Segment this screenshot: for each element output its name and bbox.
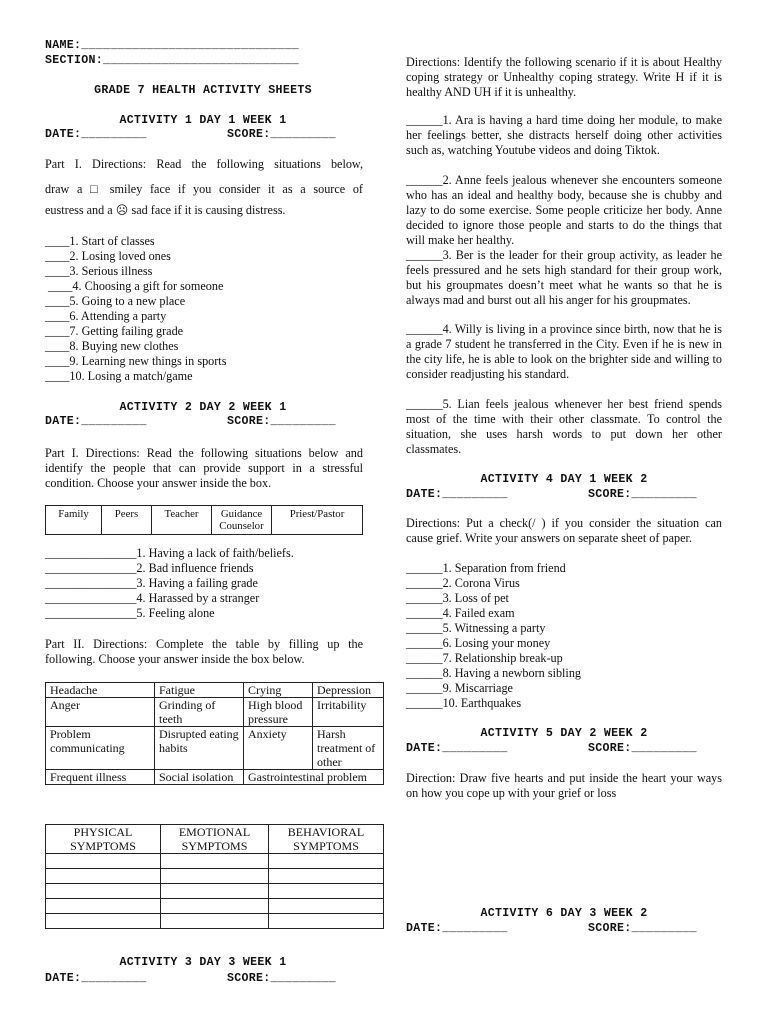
- scenario-item[interactable]: ______4. Willy is living in a province since birth, now that he is a grade 7 student he transferred in the City. Even if he is new in the city life, he is able to look on the brighter side and willing to consider readjusting his standard.: [406, 322, 722, 381]
- symptom-choice: Disrupted eating habits: [155, 727, 244, 770]
- name-field[interactable]: NAME:______________________________: [45, 39, 300, 52]
- answer-cell[interactable]: [161, 884, 269, 899]
- page-title: GRADE 7 HEALTH ACTIVITY SHEETS: [94, 84, 312, 97]
- answer-cell[interactable]: [269, 914, 384, 929]
- activity1-directions-line2: draw a □ smiley face if you consider it as a source of: [45, 182, 363, 196]
- list-item[interactable]: ______4. Failed exam: [406, 606, 515, 620]
- list-item[interactable]: ____10. Losing a match/game: [45, 369, 193, 383]
- activity2-part2-directions: Part II. Directions: Complete the table by filling up the following. Choose your answer inside the box below.: [45, 637, 363, 666]
- answer-cell[interactable]: [269, 854, 384, 869]
- category-header-emotional: EMOTIONAL SYMPTOMS: [161, 825, 269, 854]
- support-option: Peers: [102, 506, 152, 535]
- symptom-choice: Crying: [244, 683, 313, 698]
- scenario-item[interactable]: ______5. Lian feels jealous whenever her best friend spends most of the time with their other classmate. To control the situation, she uses harsh words to put down her other classmates.: [406, 397, 722, 456]
- activity4-score[interactable]: SCORE:_________: [588, 488, 697, 501]
- list-item[interactable]: ____7. Getting failing grade: [45, 324, 184, 338]
- table-row: [46, 899, 384, 914]
- scenario-item[interactable]: ______2. Anne feels jealous whenever she encounters someone who has an ideal and healthy body, because she is chubby and lazy to do some exercise. Some people criticize her body. Anne decided to ignore those people and starts to do the things that will make her healthy.: [406, 173, 722, 247]
- answer-cell[interactable]: [269, 884, 384, 899]
- category-header-physical: PHYSICAL SYMPTOMS: [46, 825, 161, 854]
- scenario-item[interactable]: ______1. Ara is having a hard time doing her module, to make her feelings better, she distracts herself doing other activities such as, watching Youtube videos and doing Tiktok.: [406, 113, 722, 157]
- table-row: [46, 914, 384, 929]
- symptom-choice: Gastrointestinal problem: [244, 770, 384, 785]
- list-item[interactable]: _______________4. Harassed by a stranger: [45, 591, 260, 605]
- symptom-choice: Social isolation: [155, 770, 244, 785]
- list-item[interactable]: _______________1. Having a lack of faith/beliefs.: [45, 546, 294, 560]
- table-row: [46, 884, 384, 899]
- list-item[interactable]: ____5. Going to a new place: [45, 294, 186, 308]
- activity5-heading: ACTIVITY 5 DAY 2 WEEK 2: [480, 727, 648, 740]
- activity1-heading: ACTIVITY 1 DAY 1 WEEK 1: [119, 114, 287, 127]
- answer-cell[interactable]: [46, 914, 161, 929]
- symptom-choices-box: [45, 682, 384, 785]
- activity1-list: [45, 234, 226, 384]
- category-header-behavioral: BEHAVIORAL SYMPTOMS: [269, 825, 384, 854]
- activity4-date[interactable]: DATE:_________: [406, 488, 508, 501]
- scenario-item[interactable]: ______3. Ber is the leader for their group activity, as leader he feels pressured and he sets high standard for their group work, but his groupmates doesn’t meet what he wants so that he is always mad and burst out all his anger for his groupmates.: [406, 248, 722, 307]
- list-item[interactable]: ______10. Earthquakes: [406, 696, 522, 710]
- activity4-directions: Directions: Put a check(/ ) if you consider the situation can cause grief. Write your answers on separate sheet of paper.: [406, 516, 722, 545]
- symptom-choice: Anxiety: [244, 727, 313, 770]
- list-item[interactable]: ______9. Miscarriage: [406, 681, 513, 695]
- activity2-date[interactable]: DATE:_________: [45, 415, 147, 428]
- activity1-directions-line3: eustress and a ☹ sad face if it is causing distress.: [45, 203, 286, 217]
- activity4-heading: ACTIVITY 4 DAY 1 WEEK 2: [480, 473, 648, 486]
- activity3-heading: ACTIVITY 3 DAY 3 WEEK 1: [119, 956, 287, 969]
- list-item[interactable]: ______5. Witnessing a party: [406, 621, 546, 635]
- activity3-directions: Directions: Identify the following scenario if it is about Healthy coping strategy or Unhealthy coping strategy. Write H if it is healthy AND UH if it is unhealthy.: [406, 55, 722, 99]
- symptom-choice: Frequent illness: [46, 770, 155, 785]
- list-item[interactable]: _______________5. Feeling alone: [45, 606, 215, 620]
- list-item[interactable]: ____6. Attending a party: [45, 309, 167, 323]
- activity1-date[interactable]: DATE:_________: [45, 128, 147, 141]
- symptom-choice: Depression: [313, 683, 384, 698]
- activity2-score[interactable]: SCORE:_________: [227, 415, 336, 428]
- list-item[interactable]: ____8. Buying new clothes: [45, 339, 179, 353]
- answer-cell[interactable]: [46, 854, 161, 869]
- list-item[interactable]: ____4. Choosing a gift for someone: [45, 279, 224, 293]
- answer-cell[interactable]: [161, 914, 269, 929]
- activity1-score[interactable]: SCORE:_________: [227, 128, 336, 141]
- activity5-date[interactable]: DATE:_________: [406, 742, 508, 755]
- table-row: [46, 854, 384, 869]
- activity3-date[interactable]: DATE:_________: [45, 972, 147, 985]
- list-item[interactable]: _______________3. Having a failing grade: [45, 576, 258, 590]
- support-option: Guidance Counselor: [212, 506, 272, 535]
- answer-cell[interactable]: [161, 854, 269, 869]
- activity5-score[interactable]: SCORE:_________: [588, 742, 697, 755]
- list-item[interactable]: _______________2. Bad influence friends: [45, 561, 254, 575]
- answer-cell[interactable]: [269, 899, 384, 914]
- answer-cell[interactable]: [269, 869, 384, 884]
- table-row: [46, 869, 384, 884]
- activity6-date[interactable]: DATE:_________: [406, 922, 508, 935]
- activity6-score[interactable]: SCORE:_________: [588, 922, 697, 935]
- list-item[interactable]: ____2. Losing loved ones: [45, 249, 171, 263]
- list-item[interactable]: ____3. Serious illness: [45, 264, 153, 278]
- activity6-heading: ACTIVITY 6 DAY 3 WEEK 2: [480, 907, 648, 920]
- answer-cell[interactable]: [46, 884, 161, 899]
- answer-cell[interactable]: [161, 899, 269, 914]
- symptom-choice: High blood pressure: [244, 698, 313, 727]
- symptom-choice: Grinding of teeth: [155, 698, 244, 727]
- answer-cell[interactable]: [46, 899, 161, 914]
- list-item[interactable]: ______2. Corona Virus: [406, 576, 520, 590]
- activity4-list: [406, 561, 581, 711]
- symptom-choice: Fatigue: [155, 683, 244, 698]
- symptom-choice: Anger: [46, 698, 155, 727]
- support-option: Teacher: [152, 506, 212, 535]
- activity2-part1-directions: Part I. Directions: Read the following situations below and identify the people that can provide support in a stressful condition. Choose your answer inside the box.: [45, 446, 363, 490]
- symptom-choice: Problem communicating: [46, 727, 155, 770]
- answer-cell[interactable]: [46, 869, 161, 884]
- section-field[interactable]: SECTION:___________________________: [45, 54, 300, 67]
- activity2-list: [45, 546, 294, 621]
- list-item[interactable]: ______6. Losing your money: [406, 636, 551, 650]
- list-item[interactable]: ______8. Having a newborn sibling: [406, 666, 582, 680]
- symptom-choice: Headache: [46, 683, 155, 698]
- activity1-directions-line1: Part I. Directions: Read the following situations below,: [45, 157, 363, 171]
- symptom-choice: Irritability: [313, 698, 384, 727]
- list-item[interactable]: ______3. Loss of pet: [406, 591, 509, 605]
- activity5-directions: Direction: Draw five hearts and put inside the heart your ways on how you cope up with your grief or loss: [406, 771, 722, 800]
- list-item[interactable]: ____9. Learning new things in sports: [45, 354, 227, 368]
- list-item[interactable]: ______1. Separation from friend: [406, 561, 566, 575]
- list-item[interactable]: ____1. Start of classes: [45, 234, 155, 248]
- support-option: Priest/Pastor: [272, 506, 363, 535]
- list-item[interactable]: ______7. Relationship break-up: [406, 651, 563, 665]
- support-option: Family: [46, 506, 102, 535]
- activity3-score[interactable]: SCORE:_________: [227, 972, 336, 985]
- symptom-choice: Harsh treatment of other: [313, 727, 384, 770]
- symptom-category-table: [45, 824, 384, 929]
- activity2-heading: ACTIVITY 2 DAY 2 WEEK 1: [119, 401, 287, 414]
- answer-cell[interactable]: [161, 869, 269, 884]
- support-options-box: [45, 505, 363, 535]
